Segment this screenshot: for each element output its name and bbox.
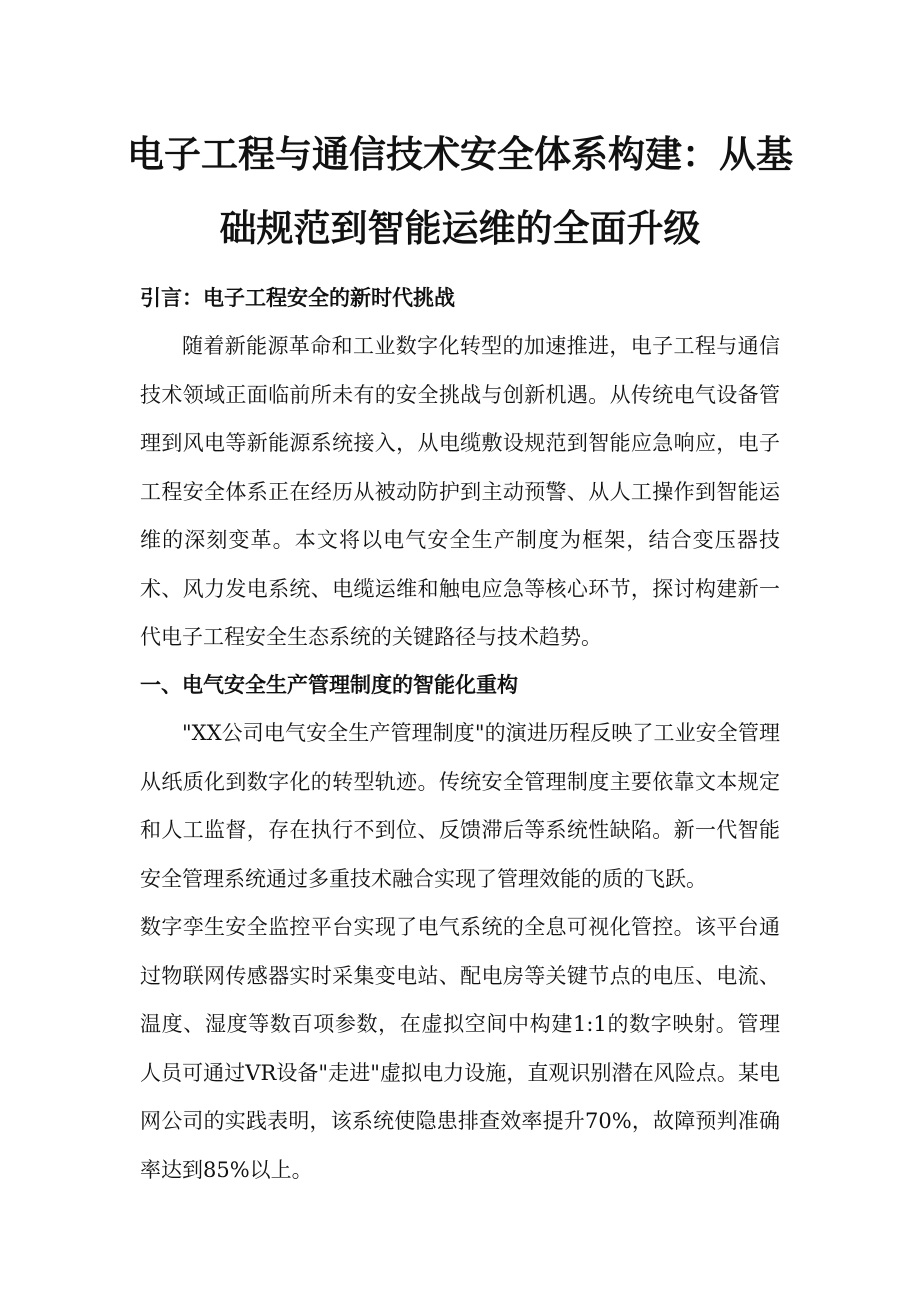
- section-one-paragraph-1: "XX公司电气安全生产管理制度"的演进历程反映了工业安全管理从纸质化到数字化的转型轨迹。传统安全管理制度主要依靠文本规定和人工监督，存在执行不到位、反馈滞后等系统性缺陷。新一代智能安全管理系统通过多重技术融合实现了管理效能的质的飞跃。: [140, 721, 780, 891]
- section-one-paragraph-2: 数字孪生安全监控平台实现了电气系统的全息可视化管控。该平台通过物联网传感器实时采集变电站、配电房等关键节点的电压、电流、温度、湿度等数百项参数，在虚拟空间中构建1:1的数字映射。管理人员可通过VR设备"走进"虚拟电力设施，直观识别潜在风险点。某电网公司的实践表明，该系统使隐患排查效率提升70%，故障预判准确率达到85%以上。: [140, 915, 780, 1182]
- section-heading-intro: 引言：电子工程安全的新时代挑战: [140, 286, 455, 310]
- intro-paragraph: 随着新能源革命和工业数字化转型的加速推进，电子工程与通信技术领域正面临前所未有的安全挑战与创新机遇。从传统电气设备管理到风电等新能源系统接入，从电缆敷设规范到智能应急响应，电子工程安全体系正在经历从被动防护到主动预警、从人工操作到智能运维的深刻变革。本文将以电气安全生产制度为框架，结合变压器技术、风力发电系统、电缆运维和触电应急等核心环节，探讨构建新一代电子工程安全生态系统的关键路径与技术趋势。: [140, 334, 780, 649]
- document-title: 电子工程与通信技术安全体系构建：从基础规范到智能运维的全面升级: [127, 133, 793, 250]
- section-heading-one: 一、电气安全生产管理制度的智能化重构: [140, 673, 518, 697]
